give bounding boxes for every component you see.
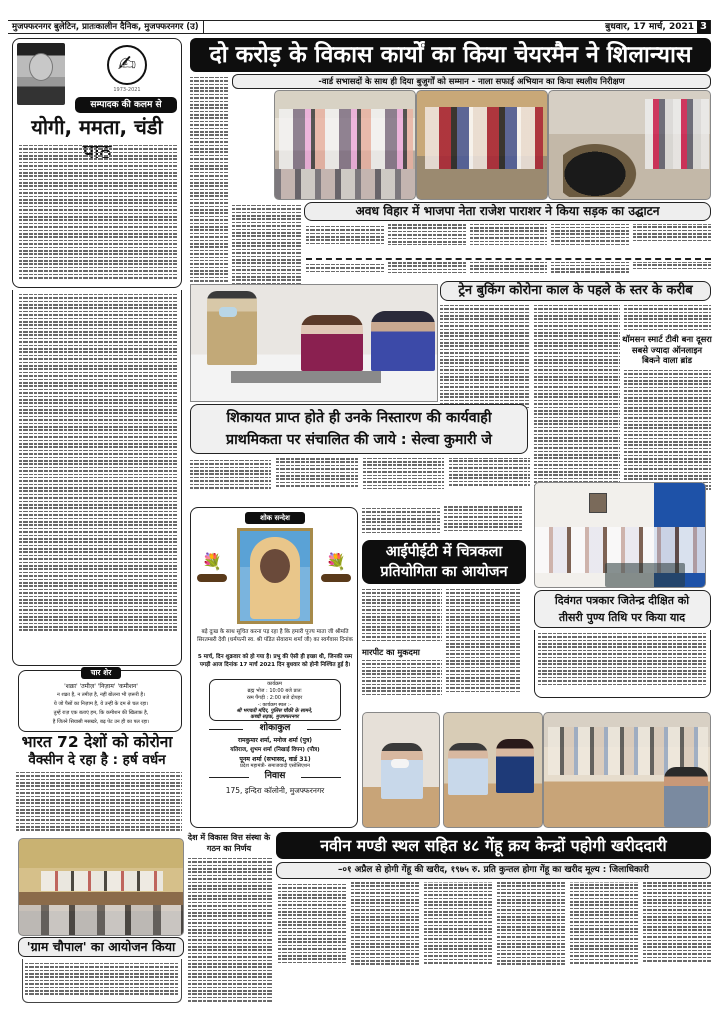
residence-address: 175, इन्दिरा कॉलोनी, मुजफ्फरनगर (225, 786, 325, 795)
vaccine-body (16, 770, 182, 836)
train-body-col2 (534, 303, 620, 498)
char-sher-line: है जितने सियासी मसखरे, बढ़ पेट उन ही का पल रहा। (52, 719, 150, 725)
gram-chaupal-photo (18, 838, 184, 936)
editorial-box-continued (12, 290, 182, 666)
page-number: 3 (697, 20, 710, 34)
mandi-headline: नवीन मण्डी स्थल सहित ४८ गेंहू क्रय केन्द्रों पहोगी खरीददारी (276, 832, 711, 859)
venue-line: श्री भगवती मंदिर, पुलिस चौकी के सामने, (236, 708, 313, 714)
mourners-line: रामकुमार शर्मा, मनोज शर्मा (पुत्र) (237, 737, 312, 744)
lead-subheadline: -वार्ड सभासदों के साथ ही दिया बुजुर्गों को सम्मान - नाला सफाई अभियान का किया स्थलीय निरीक्षण (232, 74, 711, 89)
venue-title: -: कार्यक्रम स्थल :- (257, 703, 292, 708)
mourners-line: पूनम शर्मा (सभासद, वार्ड 31) (239, 756, 311, 763)
collector-photo (362, 712, 440, 828)
editorial-label: सम्पादक की कलम से (75, 97, 177, 113)
program-title: कार्यक्रम (267, 681, 282, 687)
awadh-body-continued (306, 262, 711, 280)
awadh-body (306, 224, 711, 254)
char-sher-line: तुम्हें राज़ एक बताएं हम, कि कमीशन की खिलाफ़ है, (53, 710, 149, 716)
residence-title: निवास (249, 770, 301, 783)
train-body-col3 (624, 303, 711, 333)
char-sher-label: चार शेर (81, 667, 121, 679)
gram-chaupal-body (22, 959, 182, 1003)
thomson-body (624, 368, 711, 498)
dashed-divider (306, 258, 711, 260)
journalist-headline-line-1: दिवंगत पत्रकार जितेन्द्र दीक्षित को (554, 594, 690, 607)
obituary-box (190, 507, 358, 828)
editorial-title: योगी, ममता, चंडी (31, 115, 163, 139)
iit-body (362, 587, 442, 647)
journalist-headline-line-2: तीसरी पुण्य तिथि पर किया याद (558, 611, 686, 624)
procurement-meeting-photo-1 (443, 712, 543, 828)
incense-flowers-left-icon: 💐 (195, 552, 229, 588)
char-sher-line: न शक्रा है, न तमीज़ है, नहीं बोलना भी ज़रूरी है। (57, 692, 145, 698)
thomson-headline: थॉमसन स्मार्ट टीवी बना दूसरा सबसे ज्यादा ऑनलाइन बिकने वाला ब्रांड (622, 334, 712, 365)
vaccine-headline-1: भारत 72 देशों को कोरोना (21, 733, 173, 751)
masthead (8, 20, 711, 34)
train-headline: ट्रेन बुकिंग कोरोना काल के पहले के स्तर के करीब (440, 281, 711, 301)
complaint-body (190, 458, 530, 504)
lead-body-left (232, 203, 302, 288)
journalist-meeting-photo (534, 482, 706, 588)
mourners-line: यतिराज, शुभम शर्मा (निखाई विपन) (पौत्र) (230, 747, 320, 753)
journalist-body (534, 630, 711, 698)
obituary-portrait (237, 528, 313, 624)
complaint-headline-line-2: प्राथमिकता पर संचालित की जाये : सेल्वा कुमारी जे (226, 432, 492, 448)
gram-chaupal-headline: 'ग्राम चौपाल' का आयोजन किया (18, 937, 184, 957)
char-sher-words: 'शक्रा' 'तमीज़' 'निज़ाम' 'कमीशन' (64, 683, 138, 690)
incense-flowers-right-icon: 💐 (319, 552, 353, 588)
logo-year: 1973-2021 (113, 87, 141, 93)
procurement-meeting-photo-2 (543, 712, 711, 828)
lead-photo-3 (548, 90, 711, 200)
complaint-body-right (362, 506, 522, 538)
obituary-message-1: बड़े दुःख के साथ सूचित करना पड़ रहा है कि हमारी पूज्य माता जी श्रीमति सिरतम्बरी देवी (धर्मपत्नी स्व. श्री पंडित सेवाराम शर्मा जी) का स्वर्गवास दिनांक (197, 629, 353, 644)
iit-headline-line-2: प्रतियोगिता का आयोजन (380, 564, 508, 580)
lead-photo-2 (416, 90, 548, 200)
obituary-label: शोक सन्देश (245, 512, 305, 524)
paper-name: मुजफ्फरनगर बुलेटिन, प्रातःकालीन दैनिक, मुजफ्फरनगर (उ) (8, 21, 204, 33)
char-sher-box (18, 670, 182, 732)
iit-body-col2 (446, 587, 520, 701)
editorial-box (12, 38, 182, 288)
maarpeet-body (362, 658, 442, 702)
mandi-body (278, 882, 711, 1012)
journalist-headline (534, 590, 711, 628)
mandi-subheadline: –०१ अप्रैल से होगी गेंहू की खरीद, १९७५ रु. प्रति कुन्तल होगा गेंहू का खरीद मूल्य : जिलाधिकारी (276, 862, 711, 879)
editorial-body (19, 143, 177, 285)
train-body (440, 303, 530, 415)
editor-photo (17, 43, 65, 105)
complaint-headline-line-1: शिकायत प्राप्त होते ही उनके निस्तारण की कार्यवाही (226, 410, 492, 426)
pen-logo-icon: ✍ (107, 45, 147, 85)
lead-headline: दो करोड़ के विकास कार्यों का किया चेयरमैन ने शिलान्यास (190, 38, 711, 72)
finance-headline: देश में विकास वित्त संस्था के गठन का निर्णय (187, 833, 271, 853)
venue-line: कच्ची सड़क, मुजफ्फरनगर (250, 714, 299, 720)
program-line: ब्रह्म भोज : 10:00 बजे प्रातः (247, 688, 302, 694)
iit-headline-line-1: आईपीईटी में चित्रकला (385, 544, 503, 560)
awadh-headline: अवध विहार में भाजपा नेता राजेश पाराशर ने किया सड़क का उद्घाटन (304, 202, 711, 221)
obituary-message-2: 5 मार्च, दिन शुक्रवार को हो गया है। प्रभु की ऐसी ही इच्छा थी, जिनकी रस्म पगड़ी आज दिनांक 17 मार्च 2021 दिन बुधवार को होनी निश्चित हुई है। (197, 654, 353, 669)
lead-photo-1 (274, 90, 416, 200)
vaccine-headline-2: वैक्सीन दे रहा है : हर्ष वर्धन (28, 752, 166, 768)
mourners-title: शोकाकुल (243, 722, 307, 734)
issue-date: बुधवार, 17 मार्च, 2021 (605, 22, 694, 32)
char-sher-line: ये जो पैसों का निज़ाम है, ये उन्हीं के दम से चल रहा। (53, 701, 149, 707)
finance-body (188, 856, 272, 1006)
maarpeet-headline: मारपीट का मुकदमा (362, 647, 420, 657)
obituary-program-box (209, 679, 341, 721)
meeting-photo-masked-officials (190, 284, 438, 402)
program-line: रस्म पैंगड़ी : 2:00 बजे दोपहर (246, 695, 303, 701)
lead-intro-column (190, 75, 228, 290)
editorial-body-continued (19, 292, 177, 662)
iit-headline (362, 540, 526, 584)
complaint-headline (190, 404, 528, 454)
mourners-line: प्रदेश महामंत्री- समाजवादी एसोसिएशन (240, 763, 310, 769)
